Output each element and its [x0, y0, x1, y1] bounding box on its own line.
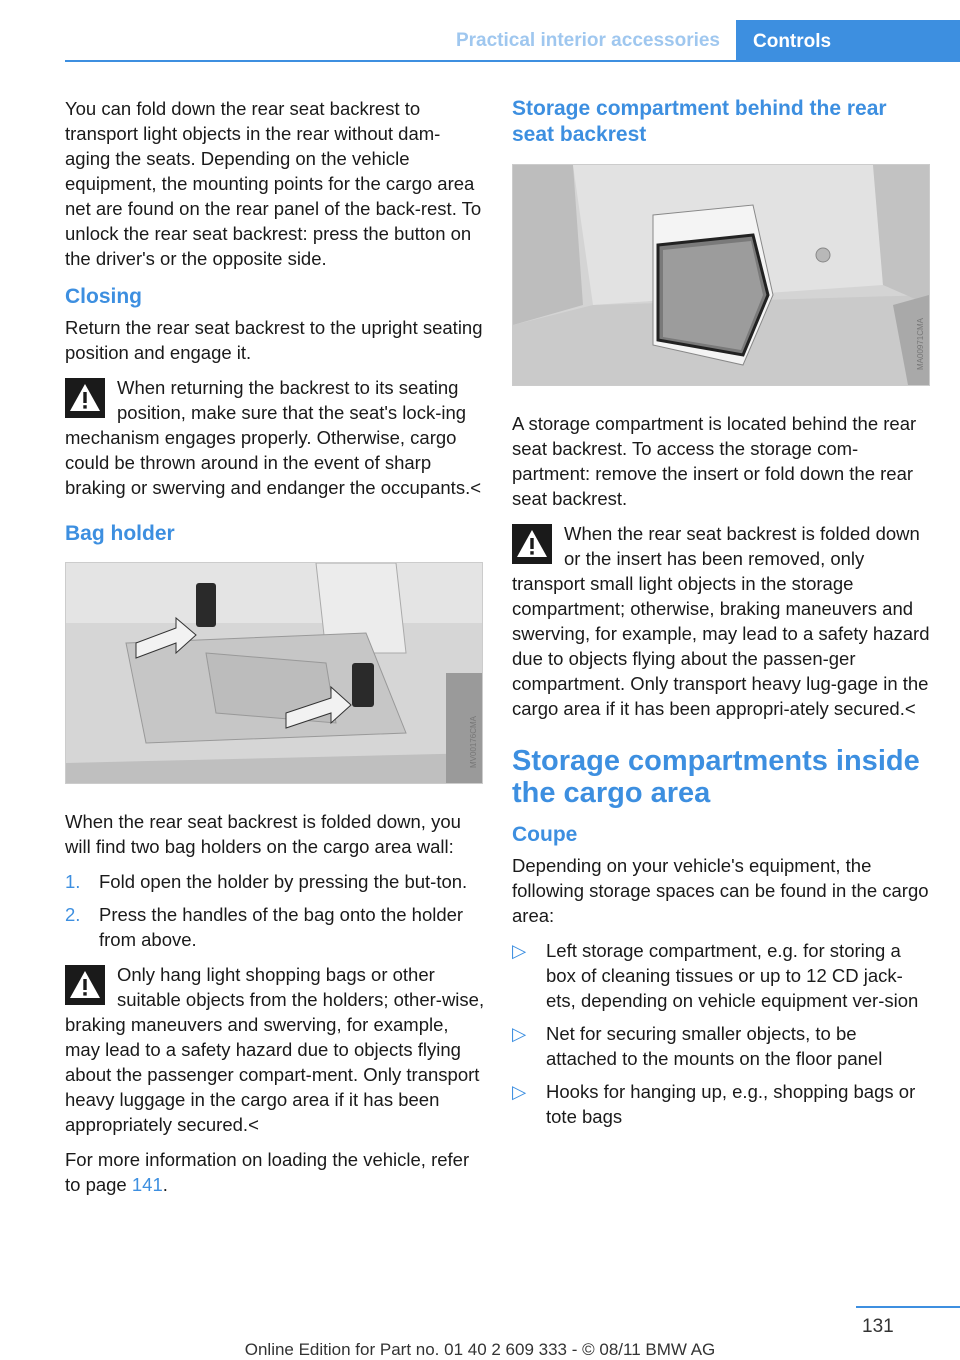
- image-code: MA00971CMA: [916, 317, 925, 370]
- more-info-paragraph: For more information on loading the vehicle, refer to page 141.: [65, 1149, 470, 1195]
- storage-heading: Storage compartment behind the rear seat backrest: [512, 97, 887, 146]
- closing-warning-text: When returning the backrest to its seating position, make sure that the seat's lock-ing mechanism engages properly. Otherwise, cargo could be thrown around in the event of sharp braking or swerving and endanger the occupants.: [65, 377, 471, 498]
- step-number: 1.: [65, 871, 81, 892]
- closing-paragraph: Return the rear seat backrest to the upright seating position and engage it.: [65, 317, 483, 363]
- list-item: [512, 938, 932, 1013]
- list-marker-icon: ▷: [512, 1023, 527, 1044]
- bag-holder-heading: Bag holder: [65, 522, 175, 545]
- item-text: Left storage compartment, e.g. for storing a box of cleaning tissues or up to 12 CD jack-ets, depending on vehicle equipment ver-sion: [546, 940, 919, 1011]
- storage-warning-text: When the rear seat backrest is folded down or the insert has been removed, only transport small light objects in the storage compartment; otherwise, braking maneuvers and swerving, for example, may lead to a safety hazard due to objects flying about the passen-ger compartment. Only transport heavy lug-gage in the cargo area if it has been appropri-ately secured.: [512, 523, 930, 719]
- item-text: Net for securing smaller objects, to be attached to the mounts on the floor panel: [546, 1023, 883, 1069]
- header-tab-controls[interactable]: Controls: [736, 20, 960, 61]
- bag-holder-photo: [65, 562, 483, 784]
- bag-holder-steps: [65, 869, 485, 952]
- closing-warning: [65, 375, 485, 500]
- storage-compartment-photo: [512, 164, 930, 386]
- more-info-text: For more information on loading the vehicle, refer to page: [65, 1149, 470, 1195]
- header-section-title: Practical interior accessories: [455, 30, 720, 51]
- step-text: Fold open the holder by pressing the but-ton.: [99, 871, 468, 892]
- bag-holder-paragraph: When the rear seat backrest is folded down, you will find two bag holders on the cargo area wall:: [65, 811, 461, 857]
- coupe-items: [512, 938, 932, 1129]
- list-item: [65, 869, 485, 894]
- coupe-heading: Coupe: [512, 823, 578, 846]
- bag-holder-warning: [65, 962, 485, 1137]
- coupe-paragraph: Depending on your vehicle's equipment, the following storage spaces can be found in the cargo area:: [512, 855, 929, 926]
- step-text: Press the handles of the bag onto the holder from above.: [99, 904, 464, 950]
- warning-icon: [65, 378, 105, 418]
- header-rule: [65, 60, 960, 62]
- bag-holder-warning-text: Only hang light shopping bags or other suitable objects from the holders; other-wise, braking maneuvers and swerving, for example, may lead to a safety hazard due to objects flying about the passenger compart-ment. Only transport heavy luggage in the cargo area if it has been appropriately secured.: [65, 964, 485, 1135]
- list-item: [512, 1079, 932, 1129]
- step-number: 2.: [65, 904, 81, 925]
- storage-warning: [512, 521, 932, 721]
- footer-rule: [856, 1306, 960, 1308]
- cargo-area-heading: Storage compartments inside the cargo area: [512, 745, 920, 809]
- page-link[interactable]: 141: [131, 1174, 163, 1195]
- end-mark: <: [904, 698, 916, 719]
- end-mark: <: [470, 477, 482, 498]
- list-marker-icon: ▷: [512, 940, 527, 961]
- left-column: [65, 96, 485, 1207]
- item-text: Hooks for hanging up, e.g., shopping bags or tote bags: [546, 1081, 916, 1127]
- list-item: [512, 1021, 932, 1071]
- image-code: MV00176CMA: [469, 715, 478, 768]
- end-mark: <: [248, 1114, 259, 1135]
- storage-paragraph: A storage compartment is located behind the rear seat backrest. To access the storage com-partment: remove the insert or fold down the rear seat backrest.: [512, 413, 917, 509]
- intro-paragraph: You can fold down the rear seat backrest to transport light objects in the rear without dam-aging the seats. Depending on the vehicle equipment, the mounting points for the cargo area net are found on the rear panel of the back-rest. To unlock the rear seat backrest: press the button on the driver's or the opposite side.: [65, 98, 482, 269]
- closing-heading: Closing: [65, 285, 142, 308]
- page-number: 131: [862, 1316, 894, 1337]
- warning-icon: [65, 965, 105, 1005]
- footer-text: Online Edition for Part no. 01 40 2 609 333 - © 08/11 BMW AG: [244, 1340, 716, 1359]
- list-marker-icon: ▷: [512, 1081, 527, 1102]
- list-item: [65, 902, 485, 952]
- warning-icon: [512, 524, 552, 564]
- right-column: [512, 96, 932, 1139]
